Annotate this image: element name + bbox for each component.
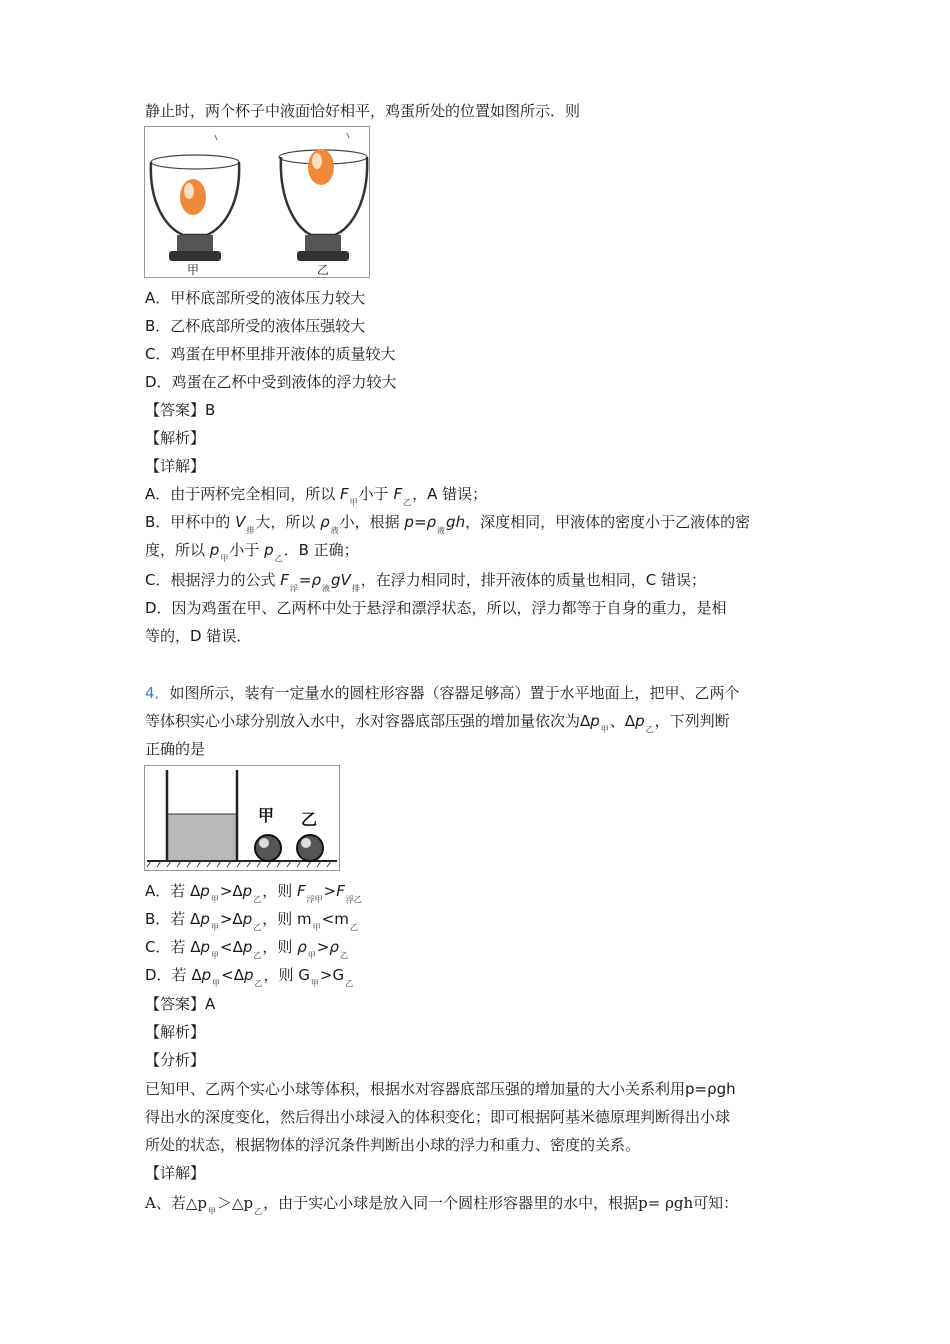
q4-detail-heading: 【详解】 (145, 1164, 206, 1182)
egg-cups-diagram (145, 127, 369, 277)
q4-option-d: D．若 $\Delta p_甲<\Delta p_乙$，则 $G_甲>G_乙$ (145, 966, 354, 988)
q3-option-d: D．鸡蛋在乙杯中受到液体的浮力较大 (145, 373, 397, 391)
q4-number: 4． (145, 684, 170, 702)
q4-detail-a: A、若$\triangle p_甲>\triangle p_乙$，由于实心小球是放入同一个圆柱形容器里的水中，根据p= ρgh可知： (145, 1194, 739, 1216)
q3-option-c: C．鸡蛋在甲杯里排开液体的质量较大 (145, 345, 396, 363)
q3-detail-b-cont: 度，所以 $p_甲$小于 $p_乙$．B 正确； (145, 541, 359, 563)
q3-detail-heading: 【详解】 (145, 457, 206, 475)
q3-option-a: A．甲杯底部所受的液体压力较大 (145, 289, 366, 307)
q3-analysis-heading: 【解析】 (145, 429, 206, 447)
q3-answer: 【答案】B (145, 401, 216, 419)
q4-stem-3: 正确的是 (145, 740, 206, 758)
ball-label-b: 乙 (301, 810, 318, 829)
cup-label-right: 乙 (317, 263, 330, 277)
q4-option-a: A．若 $\Delta p_甲>\Delta p_乙$，则 $F_{浮甲}>F_{浮乙}$ (145, 882, 362, 904)
q3-detail-d-cont: 等的，D 错误． (145, 627, 252, 645)
q4-option-b: B．若 $\Delta p_甲>\Delta p_乙$，则 $m_甲<m_乙$ (145, 910, 358, 932)
q4-answer: 【答案】A (145, 995, 216, 1013)
q4-option-c: C．若 $\Delta p_甲<\Delta p_乙$，则 $\rho_甲>\rho_乙$ (145, 938, 348, 960)
ball-label-a: 甲 (258, 806, 275, 825)
q4-container-figure (144, 765, 340, 871)
q3-detail-c: C．根据浮力的公式 $F_浮=\rho_液gV_排$，在浮力相同时，排开液体的质量也相同，C 错误； (145, 571, 707, 593)
q4-fenxi-2: 得出水的深度变化，然后得出小球浸入的体积变化；即可根据阿基米德原理判断得出小球 (145, 1108, 731, 1126)
q3-option-b: B．乙杯底部所受的液体压强较大 (145, 317, 366, 335)
q3-detail-d: D．因为鸡蛋在甲、乙两杯中处于悬浮和漂浮状态，所以，浮力都等于自身的重力，是相 (145, 599, 727, 617)
q3-detail-a: A．由于两杯完全相同，所以 $F_甲$小于 $F_乙$，A 错误； (145, 485, 488, 507)
q3-egg-cups-figure (144, 126, 370, 278)
q4-fenxi-1: 已知甲、乙两个实心小球等体积，根据水对容器底部压强的增加量的大小关系利用p=ρgh (145, 1080, 736, 1098)
q4-fenxi-3: 所处的状态，根据物体的浮沉条件判断出小球的浮力和重力、密度的关系。 (145, 1136, 641, 1154)
cup-label-left: 甲 (187, 263, 200, 277)
q3-stem-end: 静止时，两个杯子中液面恰好相平，鸡蛋所处的位置如图所示．则 (145, 102, 581, 120)
q4-fenxi-heading: 【分析】 (145, 1051, 206, 1069)
q4-analysis-heading: 【解析】 (145, 1023, 206, 1041)
q3-detail-b: B．甲杯中的 $V_排$大，所以 $\rho_液$小，根据 $p=\rho_液gh$，深度相同，甲液体的密度小于乙液体的密 (145, 513, 751, 535)
q4-stem-1: 4．如图所示，装有一定量水的圆柱形容器（容器足够高）置于水平地面上，把甲、乙两个 (145, 684, 740, 702)
q4-stem-2: 等体积实心小球分别放入水中，水对容器底部压强的增加量依次为$\Delta p_甲$、$\Delta p_乙$，下列判断 (145, 712, 730, 734)
container-balls-diagram (145, 766, 339, 870)
